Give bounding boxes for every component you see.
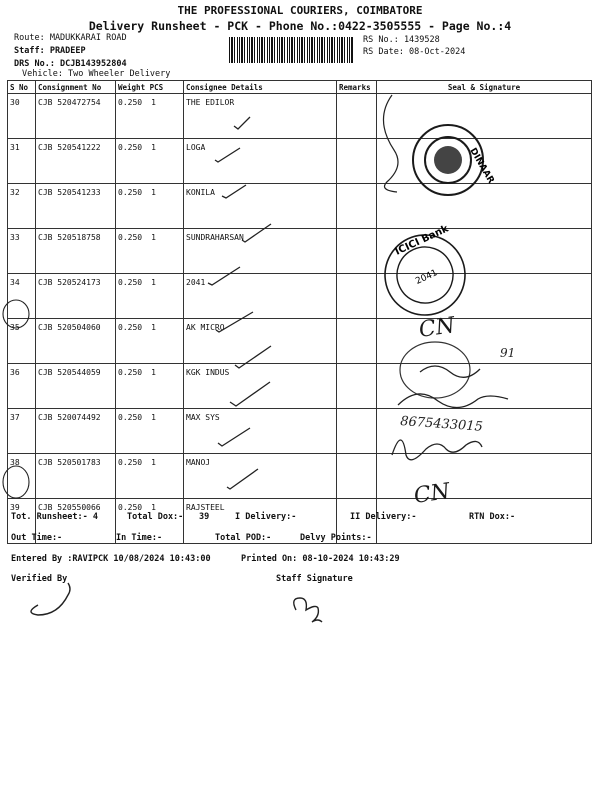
in-time-label: In Time:- (116, 533, 163, 543)
signature-scribble (383, 95, 398, 192)
handwritten-cn: CN (417, 313, 457, 343)
out-time-label: Out Time:- (11, 533, 63, 543)
tick-mark (218, 428, 250, 446)
entered-by: Entered By :RAVIPCK 10/08/2024 10:43:00 (11, 554, 211, 564)
tick-mark (215, 148, 240, 162)
tick-mark (216, 312, 253, 332)
col-sno: S No (8, 81, 36, 94)
runsheet-subtitle: Delivery Runsheet - PCK - Phone No.:0422-3505555 - Page No.:4 (88, 19, 512, 33)
handwritten-phone: 8675433015 (399, 414, 484, 435)
col-consignment: Consignment No (36, 81, 116, 94)
table-row: 32 CJB 520541233 0.250 1 KONILA (8, 184, 592, 229)
svg-text:2041: 2041 (414, 268, 440, 287)
svg-text:DINAAR: DINAAR (467, 146, 496, 186)
total-dox-label: Total Dox:- (127, 512, 184, 522)
col-weight-pcs: Weight PCS (116, 81, 184, 94)
rs-date-label: RS Date: 08-Oct-2024 (363, 47, 466, 57)
tot-runsheet: Tot. Runsheet:- 4 (11, 512, 98, 522)
handwritten-cn: CN (412, 479, 452, 509)
verified-signature (31, 583, 70, 615)
table-row: 30 CJB 520472754 0.250 1 THE EDILOR (8, 94, 592, 139)
tick-mark (242, 224, 271, 242)
col-seal: Seal & Signature (377, 81, 592, 94)
table-row: 35 CJB 520504060 0.250 1 AK MICRO (8, 319, 592, 364)
total-pod-label: Total POD:- (215, 533, 272, 543)
table-row: 33 CJB 520518758 0.250 1 SUNDRAHARSAN (8, 229, 592, 274)
icici-bank-stamp (372, 222, 479, 329)
printed-on: Printed On: 08-10-2024 10:43:29 (241, 554, 400, 564)
svg-text:ICICI Bank: ICICI Bank (393, 223, 451, 258)
route-label: Route: MADUKKARAI ROAD (14, 33, 127, 43)
total-dox-value: 39 (199, 512, 210, 522)
vehicle-label: Vehicle: Two Wheeler Delivery (22, 69, 171, 79)
sno-circle (3, 300, 29, 328)
tick-mark (234, 117, 250, 129)
col-remarks: Remarks (337, 81, 377, 94)
sno-circle (3, 466, 29, 498)
signature-scribble (392, 440, 482, 460)
table-row: 39 CJB 520550066 0.250 1 RAJSTEEL (8, 499, 592, 544)
delvy-points-label: Delvy Points:- (300, 533, 372, 543)
tick-mark (235, 346, 271, 368)
table-row: 37 CJB 520074492 0.250 1 MAX SYS (8, 409, 592, 454)
staff-signature-label: Staff Signature (276, 574, 353, 584)
rs-no-label: RS No.: 1439528 (363, 35, 440, 45)
tick-mark (230, 382, 270, 406)
table-row: 36 CJB 520544059 0.250 1 KGK INDUS (8, 364, 592, 409)
tick-mark (227, 469, 258, 489)
drs-label: DRS No.: DCJB143952804 (14, 59, 127, 69)
table-row: 38 CJB 520501783 0.250 1 MANOJ (8, 454, 592, 499)
table-row: 34 CJB 520524173 0.250 1 2041 (8, 274, 592, 319)
dinaar-stamp (413, 125, 496, 195)
verified-by-label: Verified By (11, 574, 68, 584)
handwritten-91: 91 (500, 346, 516, 360)
tick-marks (208, 117, 271, 489)
company-title: THE PROFESSIONAL COURIERS, COIMBATORE (177, 4, 423, 17)
signature-scribble (398, 394, 508, 408)
col-consignee: Consignee Details (184, 81, 337, 94)
tick-mark (208, 267, 240, 285)
tick-mark (222, 185, 246, 198)
i-delivery-label: I Delivery:- (235, 512, 297, 522)
rtn-dox-label: RTN Dox:- (469, 512, 516, 522)
staff-label: Staff: PRADEEP (14, 46, 86, 56)
staff-signature (294, 598, 322, 622)
ii-delivery-label: II Delivery:- (350, 512, 417, 522)
table-row: 31 CJB 520541222 0.250 1 LOGA (8, 139, 592, 184)
kgk-stamp (400, 342, 480, 398)
